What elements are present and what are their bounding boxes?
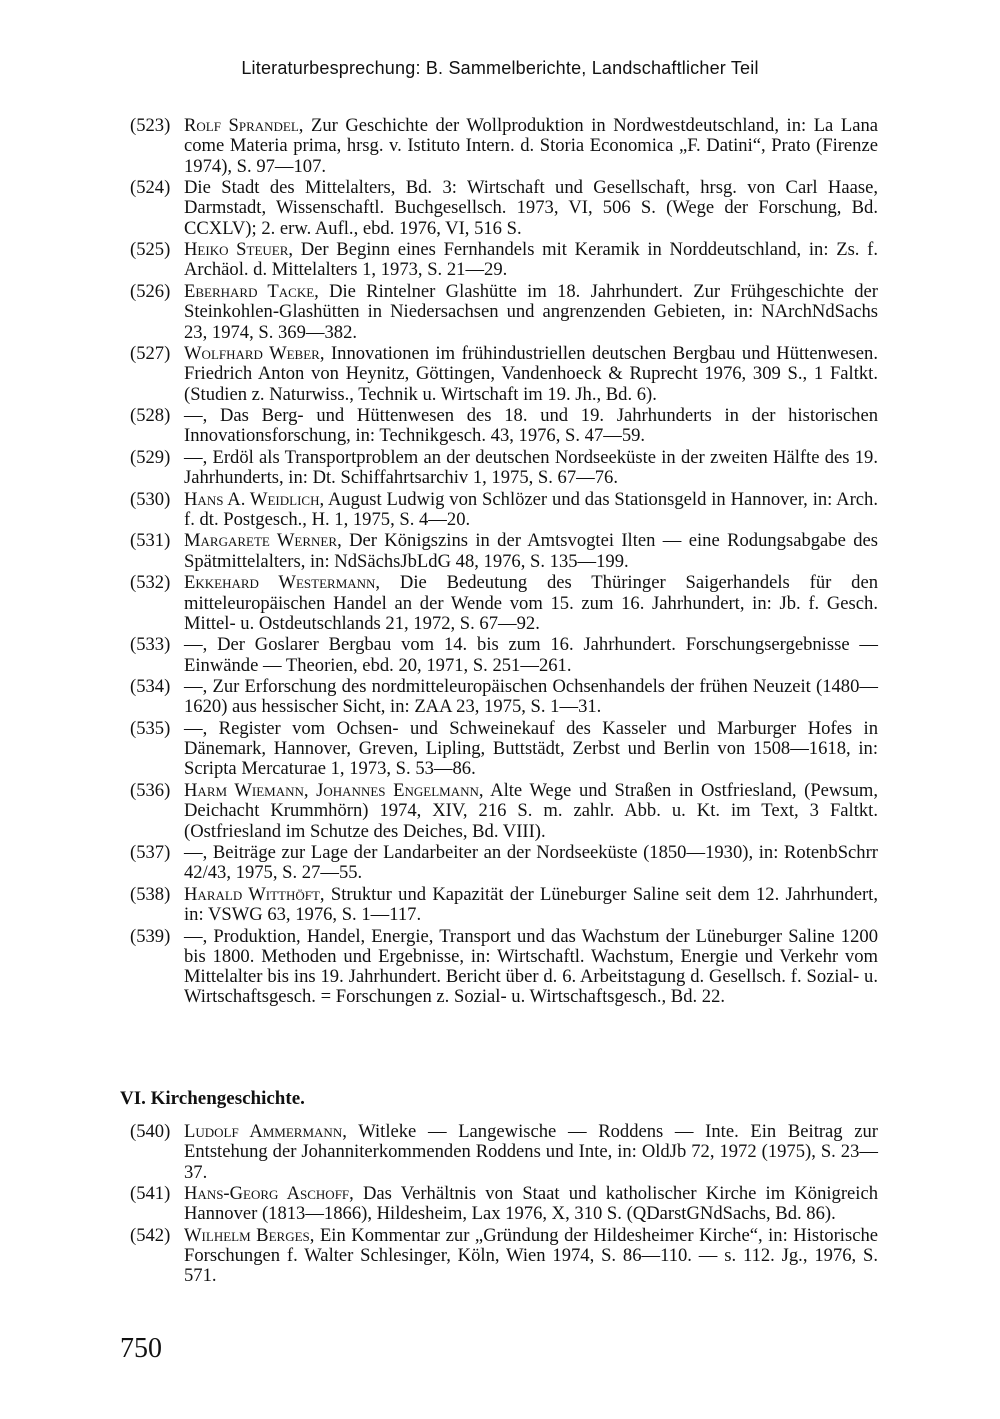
entry-number: (523) — [130, 115, 171, 136]
entry-author: Hans-Georg Aschoff — [184, 1183, 350, 1205]
entry-citation: , Struktur und Kapazität der Lüneburger Saline seit dem 12. Jahrhundert, in: VSWG 63, 1976, S. 1—117. — [184, 883, 878, 926]
entry-text — [184, 490, 878, 531]
entry-author: Ludolf Ammermann — [184, 1121, 343, 1142]
bibliography-entry — [130, 448, 878, 489]
section-heading: VI. Kirchengeschichte. — [120, 1088, 305, 1109]
entry-text — [184, 677, 878, 718]
entry-citation: —, Register vom Ochsen- und Schweinekauf des Kasseler und Marburger Hofes in Dänemark, Hannover, Greven, Lipling, Buttstädt, Zerbst und Berlin von 1508—1618, in: Scripta Mercaturae 1, 1973, S. 53—86. — [184, 717, 878, 780]
entry-text — [184, 635, 878, 676]
entry-author: Harm Wiemann, Johannes Engelmann — [184, 779, 479, 801]
entry-text — [184, 406, 878, 447]
entry-text — [184, 885, 878, 926]
entry-citation: , Die Bedeutung des Thüringer Saigerhandels für den mitteleuropäischen Handel an der Wende vom 15. zum 16. Jahrhundert, in: Jb. f. Gesch. Mittel- u. Ostdeutschlands 21, 1972, S. 67—92. — [184, 572, 878, 634]
entry-citation: —, Zur Erforschung des nordmitteleuropäischen Ochsenhandels der frühen Neuzeit (1480—1620) aus hessischer Sicht, in: ZAA 23, 1975, S. 1—31. — [184, 676, 878, 718]
entry-text — [184, 344, 878, 405]
entry-number: (540) — [130, 1121, 171, 1142]
bibliography-list — [130, 116, 878, 1009]
page-number: 750 — [120, 1333, 162, 1364]
entry-author: Wilhelm Berges — [184, 1224, 310, 1246]
entry-author: Rolf Sprandel — [184, 115, 299, 136]
entry-citation: Die Stadt des Mittelalters, Bd. 3: Wirtschaft und Gesellschaft, hrsg. von Carl Haase, Darmstadt, Wissenschaftl. Buchgesellsch. 1973, VI, 506 S. (Wege der Forschung, Bd. CCXLV); 2. erw. Aufl., ebd. 1976, VI, 516 S. — [184, 177, 878, 239]
entry-text — [184, 843, 878, 884]
entry-number: (527) — [130, 343, 171, 365]
bibliography-entry — [130, 1122, 878, 1183]
entry-number: (538) — [130, 883, 171, 905]
entry-citation: , Zur Geschichte der Wollproduktion in Nordwestdeutschland, in: La Lana come Materia prima, hrsg. v. Istituto Intern. d. Storia Economica „F. Datini“, Prato (Firenze 1974), S. 97—107. — [184, 115, 879, 177]
entry-author: Wolfhard Weber — [184, 343, 320, 365]
entry-citation: , Innovationen im frühindustriellen deutschen Bergbau und Hüttenwesen. Friedrich Anton von Heynitz, Göttingen, Vandenhoeck & Ruprecht 1976, 309 S., 1 Faltkt. (Studien z. Naturwiss., Technik u. Wirtschaft im 19. Jh., Bd. 6). — [184, 343, 878, 405]
entry-citation: , Das Verhältnis von Staat und katholischer Kirche im Königreich Hannover (1813—1866), Hildesheim, Lax 1976, X, 310 S. (QDarstGNdSachs, Bd. 86). — [184, 1183, 878, 1225]
entry-text — [184, 531, 878, 572]
entry-number: (541) — [130, 1183, 171, 1205]
entry-author: Hans A. Weidlich — [184, 488, 320, 510]
entry-citation: , Die Rintelner Glashütte im 18. Jahrhundert. Zur Frühgeschichte der Steinkohlen-Glashütten in Niedersachsen und angrenzenden Gebieten, in: NArchNdSachs 23, 1974, S. 369—382. — [184, 280, 878, 343]
bibliography-entry — [130, 406, 878, 447]
entry-citation: —, Produktion, Handel, Energie, Transport und das Wachstum der Lüneburger Saline 1200 bis 1800. Methoden und Ergebnisse, in: Wirtschaftl. Wachstum, Energie und Verkehr vom Mittelalter bis ins 19. Jahrhundert. Bericht über d. 6. Arbeitstagung d. Gesellsch. f. Sozial- u. Wirtschaftsgesch. = Forschungen z. Sozial- u. Wirtschaftsgesch., Bd. 22. — [184, 925, 878, 1008]
entry-number: (539) — [130, 925, 171, 947]
entry-text — [184, 1226, 878, 1287]
entry-number: (533) — [130, 634, 171, 656]
entry-author: Eberhard Tacke — [184, 280, 315, 302]
entry-number: (532) — [130, 572, 171, 594]
bibliography-entry — [130, 344, 878, 405]
bibliography-entry — [130, 490, 878, 531]
entry-number: (524) — [130, 177, 171, 199]
bibliography-entry — [130, 1226, 878, 1287]
entry-number: (530) — [130, 488, 171, 510]
entry-citation: , August Ludwig von Schlözer und das Stationsgeld in Hannover, in: Arch. f. dt. Postgesch., H. 1, 1975, S. 4—20. — [184, 488, 878, 530]
entry-text — [184, 240, 878, 281]
entry-number: (542) — [130, 1224, 171, 1246]
entry-text — [184, 178, 878, 239]
entry-citation: —, Beiträge zur Lage der Landarbeiter an der Nordseeküste (1850—1930), in: RotenbSchrr 42/43, 1975, S. 27—55. — [184, 842, 878, 884]
entry-author: Harald Witthöft — [184, 883, 320, 905]
entry-author: Margarete Werner — [184, 530, 338, 552]
bibliography-entry — [130, 573, 878, 634]
bibliography-entry — [130, 885, 878, 926]
bibliography-entry — [130, 927, 878, 1008]
entry-citation: —, Das Berg- und Hüttenwesen des 18. und 19. Jahrhunderts in der historischen Innovationsforschung, in: Technikgesch. 43, 1976, S. 47—59. — [184, 405, 878, 447]
entry-number: (529) — [130, 446, 171, 468]
entry-text — [184, 448, 878, 489]
bibliography-entry — [130, 178, 878, 239]
entry-citation: , Alte Wege und Straßen in Ostfriesland, (Pewsum, Deichacht Krummhörn) 1974, XIV, 216 S. m. zahlr. Abb. u. Kt. im Text, 3 Faltkt. (Ostfriesland im Schutze des Deiches, Bd. VIII). — [184, 779, 878, 842]
entry-number: (534) — [130, 676, 171, 698]
entry-text — [184, 719, 878, 780]
entry-citation: , Der Beginn eines Fernhandels mit Keramik in Norddeutschland, in: Zs. f. Archäol. d. Mittelalters 1, 1973, S. 21—29. — [184, 239, 878, 281]
entry-citation: , Der Königszins in der Amtsvogtei Ilten — eine Rodungsabgabe des Spätmittelalters, in: NdSächsJbLdG 48, 1976, S. 135—199. — [184, 530, 878, 572]
entry-number: (531) — [130, 530, 171, 552]
entry-text — [184, 927, 878, 1008]
entry-number: (528) — [130, 405, 171, 427]
entry-text — [184, 1184, 878, 1225]
entry-citation: —, Der Goslarer Bergbau vom 14. bis zum 16. Jahrhundert. Forschungsergebnisse — Einwände — Theorien, ebd. 20, 1971, S. 251—261. — [184, 634, 878, 676]
bibliography-entry — [130, 843, 878, 884]
running-header: Literaturbesprechung: B. Sammelberichte, Landschaftlicher Teil — [241, 58, 759, 78]
entry-author: Heiko Steuer — [184, 239, 289, 261]
entry-text — [184, 781, 878, 842]
entry-number: (525) — [130, 239, 171, 261]
entry-citation: , Witleke — Langewische — Roddens — Inte. Ein Beitrag zur Entstehung der Johanniterkommenden Roddens und Inte, in: OldJb 72, 1972 (1975), S. 23—37. — [184, 1121, 879, 1183]
entry-author: Ekkehard Westermann — [184, 572, 376, 594]
entry-number: (526) — [130, 280, 171, 302]
bibliography-entry — [130, 116, 878, 177]
bibliography-entry — [130, 282, 878, 343]
entry-citation: —, Erdöl als Transportproblem an der deutschen Nordseeküste in der zweiten Hälfte des 19. Jahrhunderts, in: Dt. Schiffahrtsarchiv 1, 1975, S. 67—76. — [184, 446, 878, 489]
entry-text — [184, 573, 878, 634]
bibliography-list-church-history — [130, 1122, 878, 1288]
entry-number: (537) — [130, 842, 171, 864]
bibliography-entry — [130, 531, 878, 572]
bibliography-entry — [130, 781, 878, 842]
bibliography-entry — [130, 635, 878, 676]
entry-text — [184, 116, 878, 177]
bibliography-entry — [130, 1184, 878, 1225]
entry-text — [184, 1122, 878, 1183]
bibliography-entry — [130, 240, 878, 281]
bibliography-entry — [130, 677, 878, 718]
entry-number: (536) — [130, 779, 171, 801]
entry-number: (535) — [130, 717, 171, 739]
entry-citation: , Ein Kommentar zur „Gründung der Hildesheimer Kirche“, in: Historische Forschungen f. Walter Schlesinger, Köln, Wien 1974, S. 86—110. — s. 112. Jg., 1976, S. 571. — [184, 1224, 878, 1287]
bibliography-entry — [130, 719, 878, 780]
entry-text — [184, 282, 878, 343]
